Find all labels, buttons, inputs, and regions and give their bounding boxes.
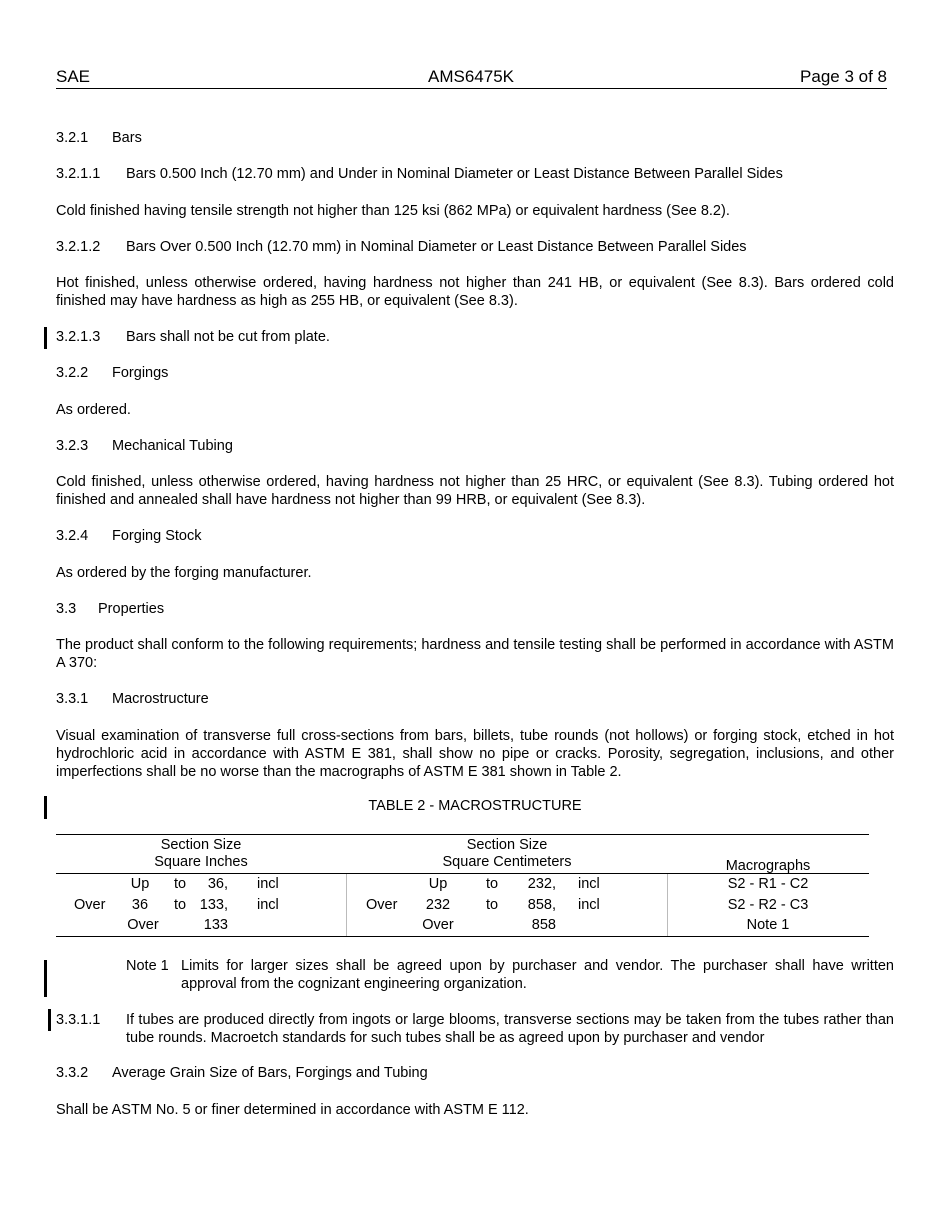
section-3-2-1-heading xyxy=(56,129,142,147)
cell-in-to: to xyxy=(174,897,187,913)
paragraph-3-2-4: As ordered by the forging manufacturer. xyxy=(56,565,312,581)
cell-cm-to: to xyxy=(486,897,499,913)
cell-cm-to-value: 858, xyxy=(527,897,556,913)
note-label: Note 1 xyxy=(126,958,169,974)
cell-cm-from: Up xyxy=(428,876,448,892)
section-3-3-1-heading xyxy=(56,690,209,708)
paragraph-3-3-2: Shall be ASTM No. 5 or finer determined in accordance with ASTM E 112. xyxy=(56,1102,529,1118)
paragraph-3-3-1-1: If tubes are produced directly from ingots or large blooms, transverse sections may be taken from the tubes rather than tube rounds. Macroetch standards for such tubes shall be as agreed upon by purchaser and vendor xyxy=(126,1012,894,1046)
paragraph-3-2-1-1: Cold finished having tensile strength not higher than 125 ksi (862 MPa) or equivalent hardness (See 8.2). xyxy=(56,203,730,219)
cell-in-to-value: 133, xyxy=(199,897,228,913)
section-number: 3.3.1 xyxy=(56,691,89,707)
header-page-number: Page 3 of 8 xyxy=(800,67,887,86)
change-bar xyxy=(44,960,47,997)
section-number: 3.2.1.1 xyxy=(56,166,101,182)
section-number: 3.2.1.2 xyxy=(56,239,101,255)
header-square-centimeters: Square Centimeters xyxy=(442,854,572,870)
section-title: Properties xyxy=(98,601,165,617)
cell-in-from: Over xyxy=(127,917,159,933)
section-3-2-4-heading xyxy=(56,527,201,545)
header-macrographs: Macrographs xyxy=(725,858,811,874)
header-org: SAE xyxy=(56,67,91,86)
cell-in-from: Up xyxy=(130,876,150,892)
cell-macrograph: S2 - R2 - C3 xyxy=(727,897,809,913)
section-number: 3.2.2 xyxy=(56,365,89,381)
section-title: Bars Over 0.500 Inch (12.70 mm) in Nominal Diameter or Least Distance Between Parallel Sides xyxy=(126,239,747,255)
paragraph-3-3: The product shall conform to the following requirements; hardness and tensile testing shall be performed in accordance with ASTM A 370: xyxy=(56,637,894,671)
cell-cm-from: 232 xyxy=(425,897,451,913)
section-title: Mechanical Tubing xyxy=(112,438,233,454)
section-number: 3.2.3 xyxy=(56,438,89,454)
note-text: Limits for larger sizes shall be agreed upon by purchaser and vendor. The purchaser shall have written approval from the cognizant engineering organization. xyxy=(181,958,894,992)
table-note-1 xyxy=(126,957,894,993)
section-3-2-1-3-heading xyxy=(56,328,330,346)
header-section-size-in: Section Size xyxy=(160,837,242,853)
section-3-2-3-heading xyxy=(56,437,233,455)
paragraph-3-2-2: As ordered. xyxy=(56,402,131,418)
cell-cm-from: Over xyxy=(422,917,454,933)
section-number: 3.3 xyxy=(56,601,77,617)
paragraph-3-2-1-2: Hot finished, unless otherwise ordered, having hardness not higher than 241 HB, or equivalent (See 8.3). Bars ordered cold finished may have hardness as high as 255 HB, or equivalent (See 8.3). xyxy=(56,275,894,309)
section-number: 3.2.4 xyxy=(56,528,89,544)
cell-in-incl: incl xyxy=(257,876,279,892)
cell-cm-prefix: Over xyxy=(366,897,398,913)
cell-cm-incl: incl xyxy=(578,876,600,892)
cell-cm-to: to xyxy=(486,876,499,892)
section-number: 3.3.2 xyxy=(56,1065,89,1081)
cell-in-to-value: 36, xyxy=(207,876,228,892)
section-title: Macrostructure xyxy=(112,691,209,707)
section-3-2-2-heading xyxy=(56,364,168,382)
section-title: Forgings xyxy=(112,365,169,381)
cell-macrograph: Note 1 xyxy=(746,917,790,933)
header-section-size-cm: Section Size xyxy=(466,837,548,853)
cell-in-to: to xyxy=(174,876,187,892)
section-title: Average Grain Size of Bars, Forgings and Tubing xyxy=(112,1065,428,1081)
header-doc-number: AMS6475K xyxy=(428,67,514,86)
change-bar xyxy=(48,1009,51,1031)
page-header xyxy=(56,67,887,89)
cell-macrograph: S2 - R1 - C2 xyxy=(727,876,809,892)
paragraph-3-3-1: Visual examination of transverse full cross-sections from bars, billets, tube rounds (not hollows) or forging stock, etched in hot hydrochloric acid in accordance with ASTM E 381, shall show no pipe or cracks. Porosity, segregation, inclusions, and other imperfections shall be no worse than the macrographs of ASTM E 381 shown in Table 2. xyxy=(56,728,894,780)
section-title: Bars 0.500 Inch (12.70 mm) and Under in Nominal Diameter or Least Distance Between Parallel Sides xyxy=(126,166,783,182)
cell-in-incl: incl xyxy=(257,897,279,913)
cell-in-from: 36 xyxy=(131,897,149,913)
section-title: Bars shall not be cut from plate. xyxy=(126,329,330,345)
cell-cm-to-value: 232, xyxy=(527,876,556,892)
cell-cm-to-value: 858 xyxy=(531,917,556,933)
section-3-3-heading xyxy=(56,600,164,618)
table-top-rule xyxy=(56,834,869,835)
section-number: 3.2.1 xyxy=(56,130,89,146)
cell-cm-incl: incl xyxy=(578,897,600,913)
section-3-2-1-2-heading xyxy=(56,238,747,256)
header-square-inches: Square Inches xyxy=(154,854,248,870)
section-3-3-2-heading xyxy=(56,1064,428,1082)
section-3-3-1-1-number: 3.3.1.1 xyxy=(56,1012,101,1028)
cell-in-to-value: 133 xyxy=(203,917,228,933)
table-title: TABLE 2 - MACROSTRUCTURE xyxy=(368,798,582,814)
section-number: 3.2.1.3 xyxy=(56,329,101,345)
change-bar xyxy=(44,327,47,349)
table-bottom-rule xyxy=(56,936,869,937)
section-3-2-1-1-heading xyxy=(56,165,783,183)
paragraph-3-2-3: Cold finished, unless otherwise ordered, having hardness not higher than 25 HRC, or equivalent (See 8.3). Tubing ordered hot finished and annealed shall have hardness not higher than 99 HRB, or equivalent (See 8.3). xyxy=(56,474,894,508)
column-separator xyxy=(346,874,347,936)
section-title: Forging Stock xyxy=(112,528,202,544)
cell-in-prefix: Over xyxy=(74,897,106,913)
section-title: Bars xyxy=(112,130,142,146)
